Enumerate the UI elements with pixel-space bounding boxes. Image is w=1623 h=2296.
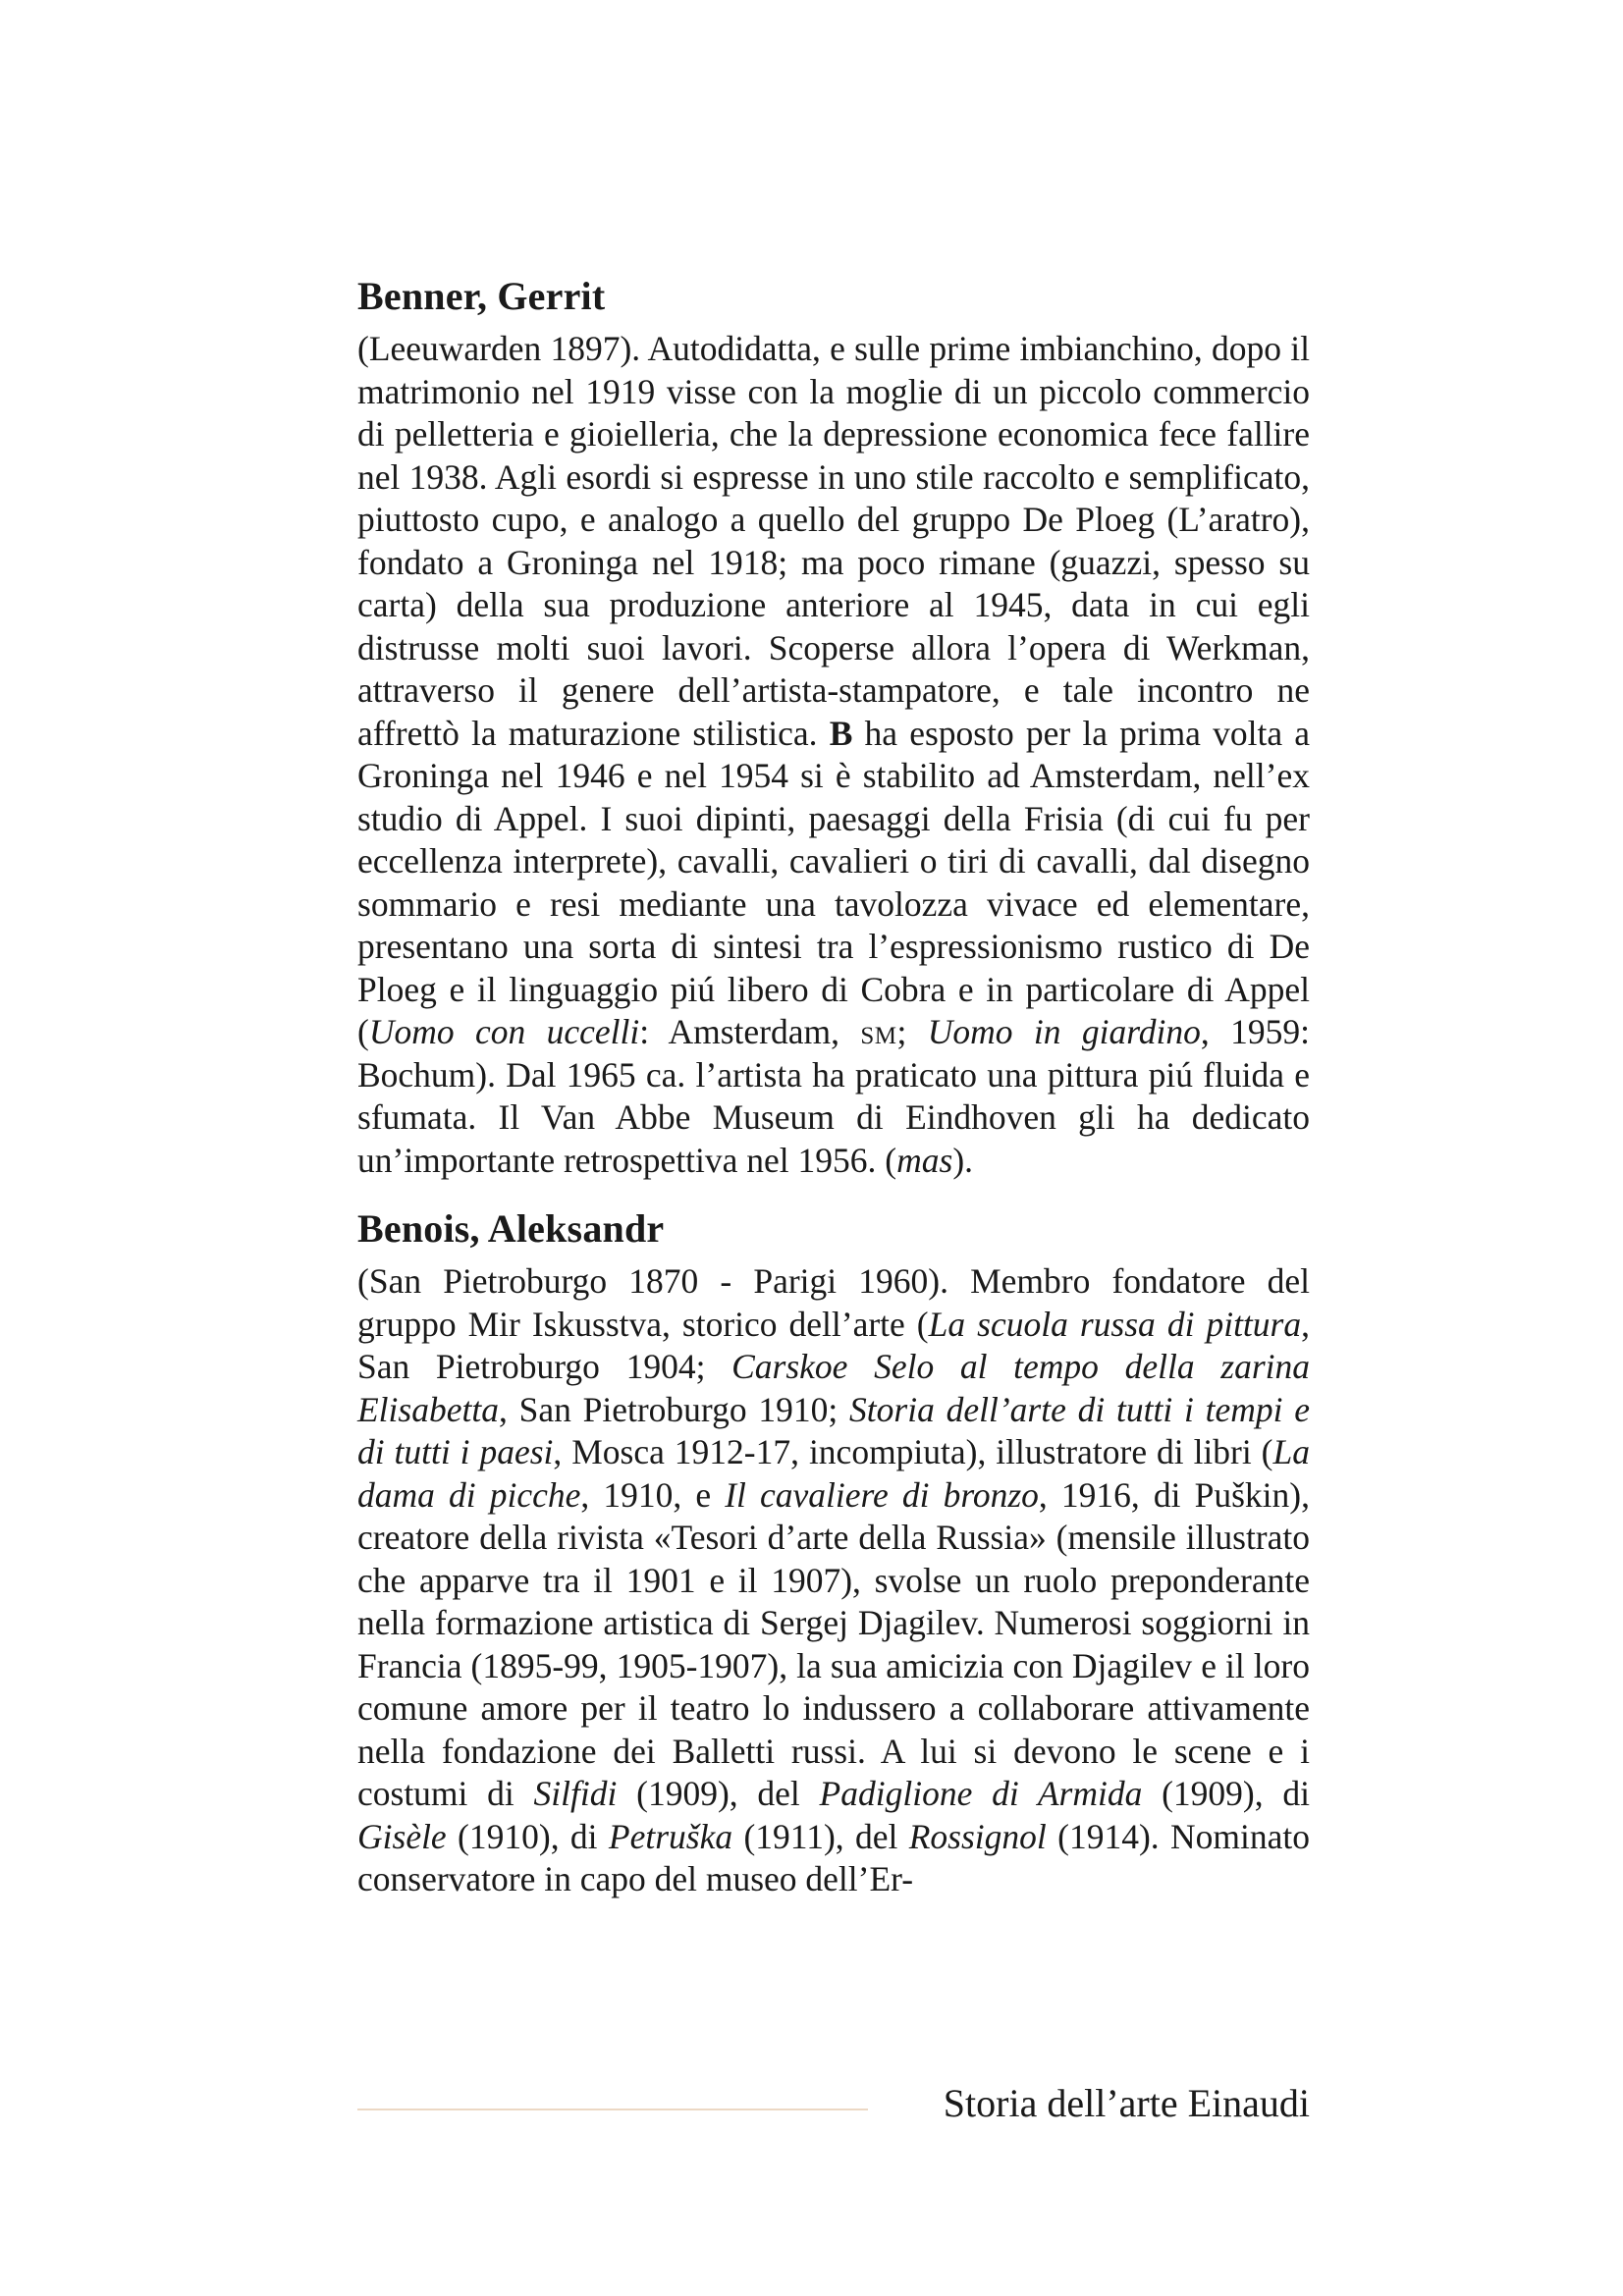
italic-title: Rossignol	[908, 1816, 1047, 1856]
italic-title: mas	[896, 1140, 953, 1180]
italic-title: Carskoe Selo al tempo della zarina Elisabetta	[357, 1347, 1310, 1429]
entry-title: Benner, Gerrit	[357, 274, 606, 318]
entry-title: Benois, Aleksandr	[357, 1206, 665, 1251]
entry-body	[357, 1260, 1310, 1901]
italic-title: Uomo con uccelli	[368, 1012, 640, 1051]
text-run: , San Pietroburgo 1904;	[357, 1304, 1310, 1386]
italic-title: Silfidi	[533, 1774, 618, 1813]
italic-title: Padiglione di Armida	[819, 1774, 1143, 1813]
italic-title: La scuola russa di pittura	[928, 1304, 1302, 1344]
text-run: , 1959: Bochum). Dal 1965 ca. l’artista ha praticato una pittura piú fluida e sfumata. Il Van Abbe Museum di Eindhoven gli ha dedicato un’importante retrospettiva nel 1956. (	[357, 1012, 1310, 1180]
italic-title: Gisèle	[357, 1816, 447, 1856]
text-run: : Amsterdam,	[639, 1012, 861, 1051]
footer-publisher: Storia dell’arte Einaudi	[943, 2081, 1310, 2125]
italic-title: Il cavaliere di bronzo	[725, 1474, 1039, 1515]
entry-benner	[357, 275, 1310, 1182]
text-run: ha esposto per la prima volta a Groninga nel 1946 e nel 1954 si è stabilito ad Amsterdam, nell’ex studio di Appel. I suoi dipinti, paesaggi della Frisia (di cui fu per eccellenza interprete), cavalli, cavalieri o tiri di cavalli, dal disegno sommario e resi mediante una tavolozza vivace ed elementare, presentano una sorta di sintesi tra l’espressionismo rustico di De Ploeg e il linguaggio piú libero di Cobra e in particolare di Appel (	[357, 713, 1310, 1051]
entry-body	[357, 328, 1310, 1182]
italic-title: Storia dell’arte di tutti i tempi e di tutti i paesi	[357, 1389, 1310, 1471]
text-run: (Leeuwarden 1897). Autodidatta, e sulle prime imbianchino, dopo il matrimonio nel 1919 visse con la moglie di un piccolo commercio di pelletteria e gioielleria, che la depressione economica fece fallire nel 1938. Agli esordi si espresse in uno stile raccolto e semplificato, piuttosto cupo, e analogo a quello del gruppo De Ploeg (L’aratro), fondato a Groninga nel 1918; ma poco rimane (guazzi, spesso su carta) della sua produzione anteriore al 1945, data in cui egli distrusse molti suoi lavori. Scoperse allora l’opera di Werkman, attraverso il genere dell’artista-stampatore, e tale incontro ne affrettò la maturazione stilistica.	[357, 329, 1310, 753]
text-run: (1911), del	[732, 1816, 909, 1856]
text-run: , 1916, di Puškin), creatore della rivista «Tesori d’arte della Russia» (mensile illustrato che apparve tra il 1901 e il 1907), svolse un ruolo preponderante nella formazione artistica di Sergej Djagilev. Numerosi soggiorni in Francia (1895-99, 1905-1907), la sua amicizia con Djagilev e il loro comune amore per il teatro lo indussero a collaborare attivamente nella fondazione dei Balletti russi. A lui si devono le scene e i costumi di	[357, 1474, 1310, 1813]
text-run: (1910), di	[446, 1816, 609, 1856]
text-run: (1914). Nominato conservatore in capo del museo dell’Er-	[357, 1816, 1310, 1898]
bold-abbrev: B	[829, 713, 853, 753]
text-run: (1909), di	[1142, 1774, 1310, 1813]
text-run: ;	[896, 1012, 928, 1051]
page-content	[357, 275, 1310, 1901]
text-run: , San Pietroburgo 1910;	[498, 1389, 850, 1429]
italic-title: Petruška	[608, 1816, 733, 1856]
page-footer	[357, 2079, 1310, 2128]
smallcaps-abbrev: sm	[860, 1012, 897, 1051]
entry-benois	[357, 1207, 1310, 1901]
text-run: , Mosca 1912-17, incompiuta), illustratore di libri (	[553, 1432, 1273, 1471]
text-run: (San Pietroburgo 1870 - Parigi 1960). Membro fondatore del gruppo Mir Iskusstva, storico dell’arte (	[357, 1261, 1310, 1344]
footer-rule	[357, 2109, 868, 2110]
text-run: ).	[952, 1140, 974, 1180]
italic-title: Uomo in giardino	[927, 1012, 1201, 1051]
text-run: (1909), del	[617, 1774, 820, 1813]
italic-title: La dama di picche	[357, 1432, 1310, 1515]
text-run: , 1910, e	[580, 1474, 726, 1515]
